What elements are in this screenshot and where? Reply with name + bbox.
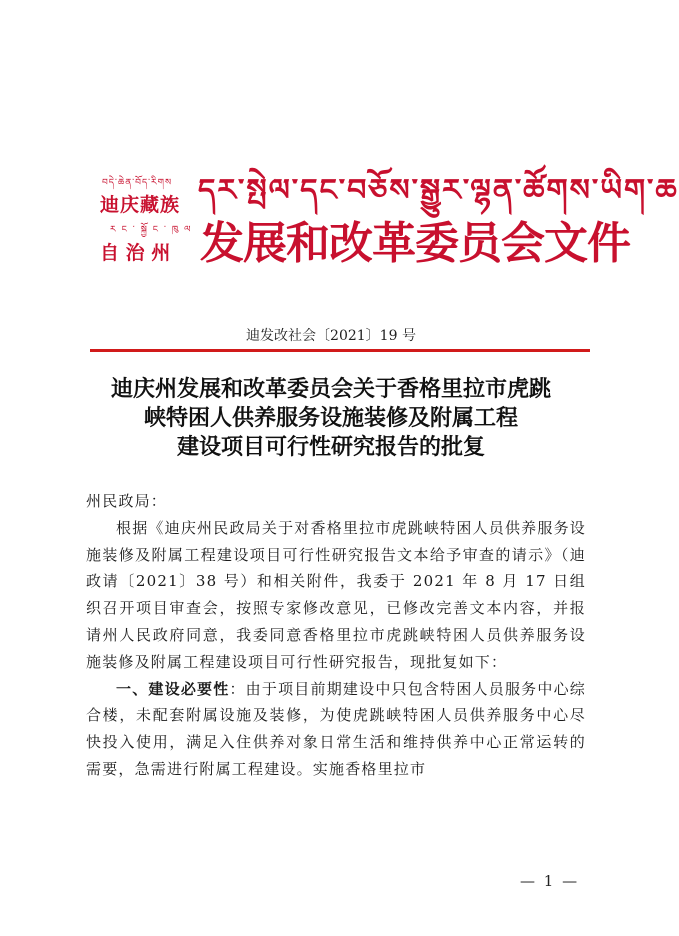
document-number: 迪发改社会〔2021〕19 号 [246,328,416,344]
org-tibetan-line-top: བདེ་ཆེན་བོད་རིགས [102,178,173,188]
paragraph-section-1 [86,676,586,783]
org-name-top: 迪庆藏族 [100,194,181,216]
section-1-text: ：由于项目前期建设中只包含特困人员服务中心综合楼，未配套附属设施及装修，为使虎跳峡特困人员供养服务中心尽快投入使用，满足入住供养对象日常生活和维持供养中心正常运转的需要，急需进行附属工程建设。实施香格里拉市 [86,679,586,778]
salutation: 州民政局： [86,492,168,510]
section-1-heading: 一、建设必要性 [116,679,230,698]
title-line-1: 迪庆州发展和改革委员会关于香格里拉市虎跳 [110,376,551,402]
org-name-bottom: 自 治 州 [100,242,171,264]
department-document-title: 发展和改革委员会文件 [200,218,630,269]
document-title [70,375,592,462]
department-tibetan-name: དར་སྤེལ་དང་བཅོས་སྒྱུར་ལྷན་ཚོགས་ཡིག་ཆ [198,173,679,208]
document-body [86,488,586,783]
page-number: — 1 — [520,872,580,890]
red-divider-line [90,349,590,352]
org-tibetan-line-mid: རང་སྐྱོང་ཁུལ [110,225,197,235]
title-line-2: 峡特困人供养服务设施装修及附属工程 [143,405,518,431]
paragraph-1: 根据《迪庆州民政局关于对香格里拉市虎跳峡特困人员供养服务设施装修及附属工程建设项目可行性研究报告文本给予审查的请示》（迪政请〔2021〕38 号）和相关附件，我委于 2021 年 8 月 17 日组织召开项目审查会，按照专家修改意见，已修改完善文本内容，并报请州人民政府同意，我委同意香格里拉市虎跳峡特困人员供养服务设施装修及附属工程建设项目可行性研究报告，现批复如下： [86,518,586,671]
title-line-3: 建设项目可行性研究报告的批复 [176,434,485,460]
